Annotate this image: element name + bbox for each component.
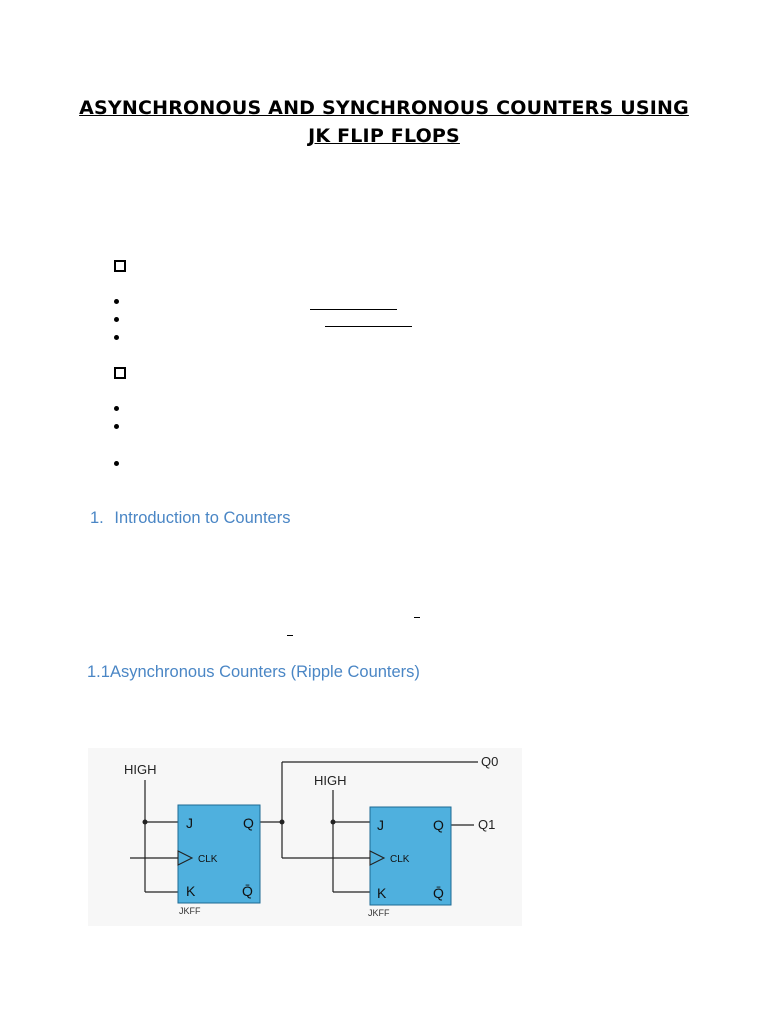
bullet-icon: [114, 461, 119, 466]
ff2-k-pin: K: [377, 885, 387, 901]
q0-label: Q0: [481, 754, 499, 769]
bullet-icon: [114, 299, 119, 304]
ff1-k-pin: K: [186, 883, 196, 899]
title-line-2: JK FLIP FLOPS: [308, 125, 460, 147]
bullet-icon: [114, 424, 119, 429]
ff2-clk-pin: CLK: [390, 854, 410, 865]
ff2-part-label: JKFF: [368, 908, 390, 918]
q1-label: Q1: [478, 817, 496, 832]
section-heading-1: [90, 509, 290, 528]
junction-dot: [280, 820, 285, 825]
section-title: Asynchronous Counters (Ripple Counters): [109, 663, 420, 681]
ff1-clk-pin: CLK: [198, 854, 218, 865]
section-number: 1.1: [87, 663, 110, 681]
overbar-mark: [414, 617, 420, 618]
section-heading-1-1: [87, 663, 420, 682]
ff1-part-label: JKFF: [179, 906, 201, 916]
section-number: 1.: [90, 509, 104, 527]
bullet-icon: [114, 335, 119, 340]
high-label-2: HIGH: [314, 773, 347, 788]
ff2-j-pin: J: [377, 817, 384, 833]
ripple-counter-diagram: [88, 748, 522, 926]
title-line-1: ASYNCHRONOUS AND SYNCHRONOUS COUNTERS USING: [79, 97, 689, 119]
underline-mark: [325, 326, 412, 327]
checkbox-square-icon: [114, 260, 126, 272]
section-title: Introduction to Counters: [114, 509, 291, 527]
bullet-icon: [114, 406, 119, 411]
junction-dot: [143, 820, 148, 825]
bullet-icon: [114, 317, 119, 322]
ff1-qbar-pin: Q̄: [242, 883, 253, 899]
high-label-1: HIGH: [124, 762, 157, 777]
overbar-mark: [287, 635, 293, 636]
checkbox-square-icon: [114, 367, 126, 379]
junction-dot: [331, 820, 336, 825]
ff2-q-pin: Q: [433, 817, 444, 833]
ff2-qbar-pin: Q̄: [433, 885, 444, 901]
ff1-q-pin: Q: [243, 815, 254, 831]
underline-mark: [310, 309, 397, 310]
ff1-j-pin: J: [186, 815, 193, 831]
